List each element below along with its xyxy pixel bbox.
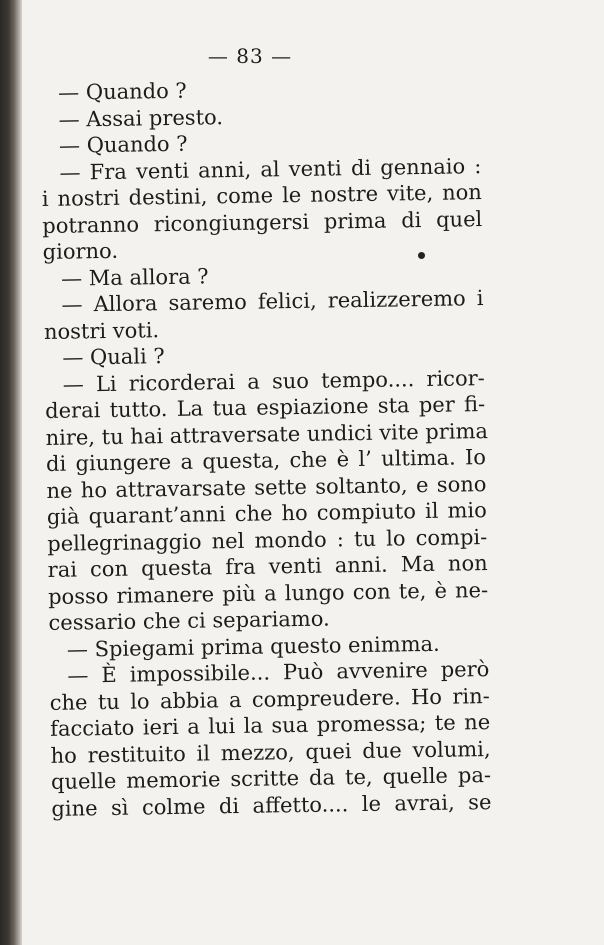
text-line: nire, tu hai attraversate undici vite prima	[45, 418, 489, 450]
text-line: derai tutto. La tua espiazione sta per fi-	[45, 392, 486, 423]
page-binding-edge	[0, 0, 22, 945]
text-line: i nostri destini, come le nostre vite, non	[41, 180, 483, 211]
page-number: — 83 —	[207, 44, 293, 68]
text-line: nostri voti.	[43, 317, 160, 344]
text-line: — È impossibile... Può avvenire però	[67, 657, 490, 688]
text-line: rai con questa fra venti anni. Ma non	[47, 551, 488, 582]
text-line: — Spiegami prima questo enimma.	[66, 631, 440, 662]
text-line: cessario che ci separiamo.	[48, 606, 330, 635]
text-line: che tu lo abbia a compreudere. Ho rin-	[49, 683, 490, 715]
text-line: posso rimanere più a lungo con te, è ne-	[47, 577, 489, 609]
body-text	[40, 73, 492, 822]
text-line: quelle memorie scritte da te, quelle pa-	[50, 763, 492, 794]
text-line: facciato ieri a lui la sua promessa; te ne	[50, 710, 491, 741]
text-line: — Allora saremo felici, realizzeremo i	[61, 286, 484, 317]
text-line: — Li ricorderai a suo tempo.... ricor-	[62, 365, 485, 397]
text-line: gine sì colme di affetto.... le avrai, se	[51, 789, 492, 821]
text-line: ne ho attravarsate sette soltanto, e sono	[46, 471, 487, 503]
text-line: giorno.	[42, 238, 119, 264]
text-line: potranno ricongiungersi prima di quel	[42, 206, 483, 238]
text-line: — Ma allora ?	[60, 263, 209, 291]
text-line: già quarant’anni che ho compiuto il mio	[46, 498, 487, 529]
text-line: pellegrinaggio nel mondo : tu lo compi-	[47, 524, 488, 556]
text-line: di giungere a questa, che è l’ ultima. Io	[45, 445, 487, 476]
text-line: — Quando ?	[58, 78, 187, 105]
text-line: — Quali ?	[62, 344, 165, 370]
text-line: ho restituito il mezzo, quei due volumi,	[50, 736, 491, 768]
text-line: — Assai presto.	[58, 104, 224, 132]
text-line: — Quando ?	[58, 131, 188, 158]
text-line: — Fra venti anni, al venti di gennaio :	[59, 153, 482, 185]
